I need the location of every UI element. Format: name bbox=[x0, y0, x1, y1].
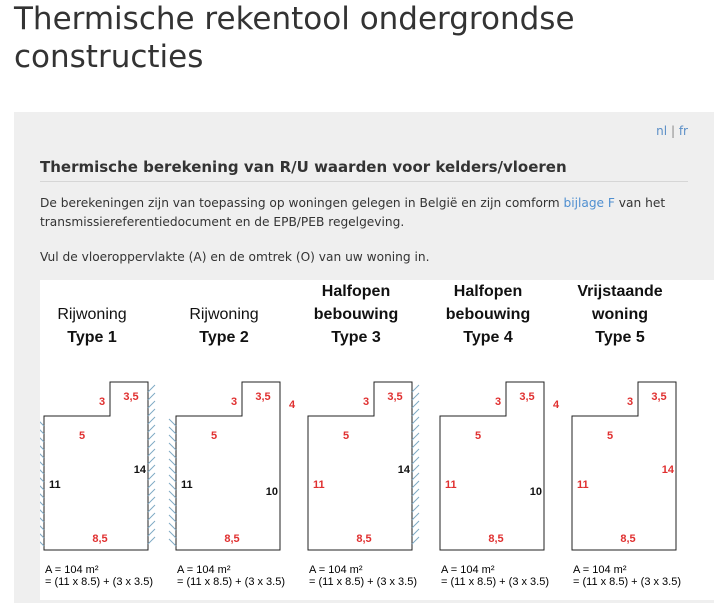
hatch-line bbox=[412, 513, 419, 520]
dim-left: 11 bbox=[445, 479, 457, 491]
hatch-line bbox=[412, 489, 419, 496]
type-3-formula1: A = 104 m² bbox=[309, 564, 363, 576]
type-1-title-line-3: Type 1 bbox=[67, 329, 117, 346]
hatch-line bbox=[148, 489, 155, 496]
hatch-line bbox=[412, 497, 419, 504]
hatch-line bbox=[148, 481, 155, 488]
hatch-line bbox=[148, 457, 155, 464]
hatch-line bbox=[412, 473, 419, 480]
type-4-title-line-3: Type 4 bbox=[463, 329, 513, 346]
type-1-title-line-2: Rijwoning bbox=[57, 306, 127, 323]
hatch-line bbox=[169, 491, 176, 498]
hatch-line bbox=[412, 433, 419, 440]
type-4-title-line-2: bebouwing bbox=[445, 306, 531, 323]
hatch-line bbox=[148, 385, 155, 392]
hatch-line bbox=[148, 521, 155, 528]
type-2-title-line-2: Rijwoning bbox=[189, 306, 259, 323]
dim-left: 11 bbox=[49, 479, 61, 491]
calculator-panel bbox=[14, 112, 714, 603]
hatch-line bbox=[412, 529, 419, 536]
hatch-line bbox=[40, 531, 44, 538]
hatch-line bbox=[169, 483, 176, 490]
hatch-line bbox=[169, 451, 176, 458]
type-4-formula1: A = 104 m² bbox=[441, 564, 495, 576]
building-1-outline bbox=[44, 382, 148, 550]
type-5-formula2: = (11 x 8.5) + (3 x 3.5) bbox=[573, 576, 682, 588]
hatch-line bbox=[40, 499, 44, 506]
dim-top-step: 3 bbox=[230, 396, 238, 408]
hatch-line bbox=[412, 417, 419, 424]
hatch-line bbox=[412, 409, 419, 416]
hatch-line bbox=[412, 505, 419, 512]
type-4-title-line-1: Halfopen bbox=[453, 283, 523, 300]
hatch-line bbox=[412, 393, 419, 400]
dim-left: 11 bbox=[181, 479, 193, 491]
building-3-outline bbox=[308, 382, 412, 550]
lang-link-nl[interactable]: nl bbox=[656, 124, 668, 138]
type-3-formula2: = (11 x 8.5) + (3 x 3.5) bbox=[309, 576, 418, 588]
hatch-line bbox=[148, 529, 155, 536]
dim-right: 14 bbox=[397, 464, 410, 476]
type-5-title-line-2: woning bbox=[592, 306, 648, 323]
hatch-line bbox=[169, 523, 176, 530]
hatch-line bbox=[412, 449, 419, 456]
type-3-title-line-1: Halfopen bbox=[321, 283, 391, 300]
building-4-outline bbox=[440, 382, 544, 550]
hatch-line bbox=[148, 513, 155, 520]
hatch-line bbox=[148, 497, 155, 504]
bijlage-f-link[interactable]: bijlage F bbox=[563, 196, 615, 210]
hatch-line bbox=[148, 409, 155, 416]
hatch-line bbox=[40, 523, 44, 530]
hatch-line bbox=[148, 473, 155, 480]
dim-left-upper: 5 bbox=[78, 430, 86, 442]
hatch-line bbox=[412, 401, 419, 408]
building-types-figure bbox=[40, 280, 714, 600]
dim-bottom: 8,5 bbox=[356, 533, 372, 545]
hatch-line bbox=[40, 427, 44, 434]
dim-top-step: 3 bbox=[494, 396, 502, 408]
hatch-line bbox=[169, 499, 176, 506]
dim-left-upper: 5 bbox=[342, 430, 350, 442]
dim-inner-right: 10 bbox=[265, 486, 278, 498]
dim-top-right: 3,5 bbox=[519, 391, 535, 403]
hatch-line bbox=[412, 457, 419, 464]
hatch-line bbox=[40, 475, 44, 482]
hatch-line bbox=[148, 465, 155, 472]
hatch-line bbox=[169, 531, 176, 538]
building-5-outline bbox=[572, 382, 676, 550]
hatch-line bbox=[40, 419, 44, 426]
type-3-title-line-2: bebouwing bbox=[313, 306, 399, 323]
hatch-line bbox=[148, 505, 155, 512]
hatch-line bbox=[40, 467, 44, 474]
type-5-formula1: A = 104 m² bbox=[573, 564, 627, 576]
dim-inner-right: 10 bbox=[529, 486, 542, 498]
type-5-title-line-1: Vrijstaande bbox=[577, 283, 663, 300]
hatch-line bbox=[40, 491, 44, 498]
hatch-line bbox=[412, 425, 419, 432]
hatch-line bbox=[169, 435, 176, 442]
building-1-right-wall-hatch bbox=[148, 385, 155, 544]
dim-bottom: 8,5 bbox=[620, 533, 636, 545]
hatch-line bbox=[148, 433, 155, 440]
hatch-line bbox=[412, 465, 419, 472]
hatch-line bbox=[40, 539, 44, 546]
lang-link-fr[interactable]: fr bbox=[678, 124, 688, 138]
dim-top-right: 3,5 bbox=[651, 391, 667, 403]
hatch-line bbox=[169, 507, 176, 514]
hatch-line bbox=[169, 475, 176, 482]
hatch-line bbox=[40, 507, 44, 514]
hatch-line bbox=[40, 483, 44, 490]
type-1-formula2: = (11 x 8.5) + (3 x 3.5) bbox=[45, 576, 154, 588]
hatch-line bbox=[148, 425, 155, 432]
type-2-formula1: A = 104 m² bbox=[177, 564, 231, 576]
dim-bottom: 8,5 bbox=[92, 533, 108, 545]
hatch-line bbox=[148, 449, 155, 456]
page-title: Thermische rekentool ondergrondse constructies bbox=[14, 1, 575, 75]
dim-left: 11 bbox=[577, 479, 589, 491]
hatch-line bbox=[148, 417, 155, 424]
hatch-line bbox=[412, 481, 419, 488]
section-title: Thermische berekening van R/U waarden voor kelders/vloeren bbox=[40, 158, 688, 182]
type-5-title-line-3: Type 5 bbox=[595, 329, 645, 346]
dim-left-upper: 5 bbox=[210, 430, 218, 442]
building-2-outline bbox=[176, 382, 280, 550]
dim-right: 14 bbox=[661, 464, 674, 476]
hatch-line bbox=[40, 435, 44, 442]
hatch-line bbox=[148, 393, 155, 400]
intro-text-start: De berekeningen zijn van toepassing op woningen gelegen in België en zijn comform bbox=[40, 196, 564, 210]
hatch-line bbox=[40, 515, 44, 522]
instruction-text: Vul de vloeroppervlakte (A) en de omtrek (O) van uw woning in. bbox=[40, 250, 430, 264]
type-2-formula2: = (11 x 8.5) + (3 x 3.5) bbox=[177, 576, 286, 588]
building-3-right-wall-hatch bbox=[412, 385, 419, 544]
hatch-line bbox=[148, 401, 155, 408]
building-1-left-wall-hatch bbox=[40, 419, 44, 546]
building-2-left-wall-hatch bbox=[169, 419, 176, 546]
dim-top-step: 3 bbox=[362, 396, 370, 408]
hatch-line bbox=[169, 443, 176, 450]
hatch-line bbox=[169, 427, 176, 434]
type-1-formula1: A = 104 m² bbox=[45, 564, 99, 576]
hatch-line bbox=[40, 443, 44, 450]
type-4-formula2: = (11 x 8.5) + (3 x 3.5) bbox=[441, 576, 550, 588]
dim-top-right: 3,5 bbox=[387, 391, 403, 403]
hatch-line bbox=[40, 451, 44, 458]
dim-top-step: 3 bbox=[626, 396, 634, 408]
type-2-title-line-3: Type 2 bbox=[199, 329, 249, 346]
hatch-line bbox=[412, 521, 419, 528]
hatch-line bbox=[169, 419, 176, 426]
dim-top-right: 3,5 bbox=[123, 391, 139, 403]
dim-left-upper: 5 bbox=[606, 430, 614, 442]
hatch-line bbox=[169, 515, 176, 522]
lang-separator: | bbox=[670, 124, 675, 138]
hatch-line bbox=[169, 467, 176, 474]
dim-right-top: 4 bbox=[288, 399, 296, 411]
intro-text bbox=[40, 194, 690, 232]
hatch-line bbox=[412, 441, 419, 448]
hatch-line bbox=[412, 385, 419, 392]
hatch-line bbox=[40, 459, 44, 466]
hatch-line bbox=[148, 441, 155, 448]
dim-top-step: 3 bbox=[98, 396, 106, 408]
language-switch bbox=[656, 124, 688, 138]
hatch-line bbox=[169, 459, 176, 466]
hatch-line bbox=[148, 537, 155, 544]
hatch-line bbox=[169, 539, 176, 546]
dim-left-upper: 5 bbox=[474, 430, 482, 442]
hatch-line bbox=[412, 537, 419, 544]
dim-bottom: 8,5 bbox=[488, 533, 504, 545]
dim-right: 14 bbox=[133, 464, 146, 476]
dim-bottom: 8,5 bbox=[224, 533, 240, 545]
dim-top-right: 3,5 bbox=[255, 391, 271, 403]
intro-text-end: van het transmissiereferentiedocument en de EPB/PEB regelgeving. bbox=[40, 196, 666, 229]
type-3-title-line-3: Type 3 bbox=[331, 329, 381, 346]
dim-left: 11 bbox=[313, 479, 325, 491]
dim-right-top: 4 bbox=[552, 399, 560, 411]
